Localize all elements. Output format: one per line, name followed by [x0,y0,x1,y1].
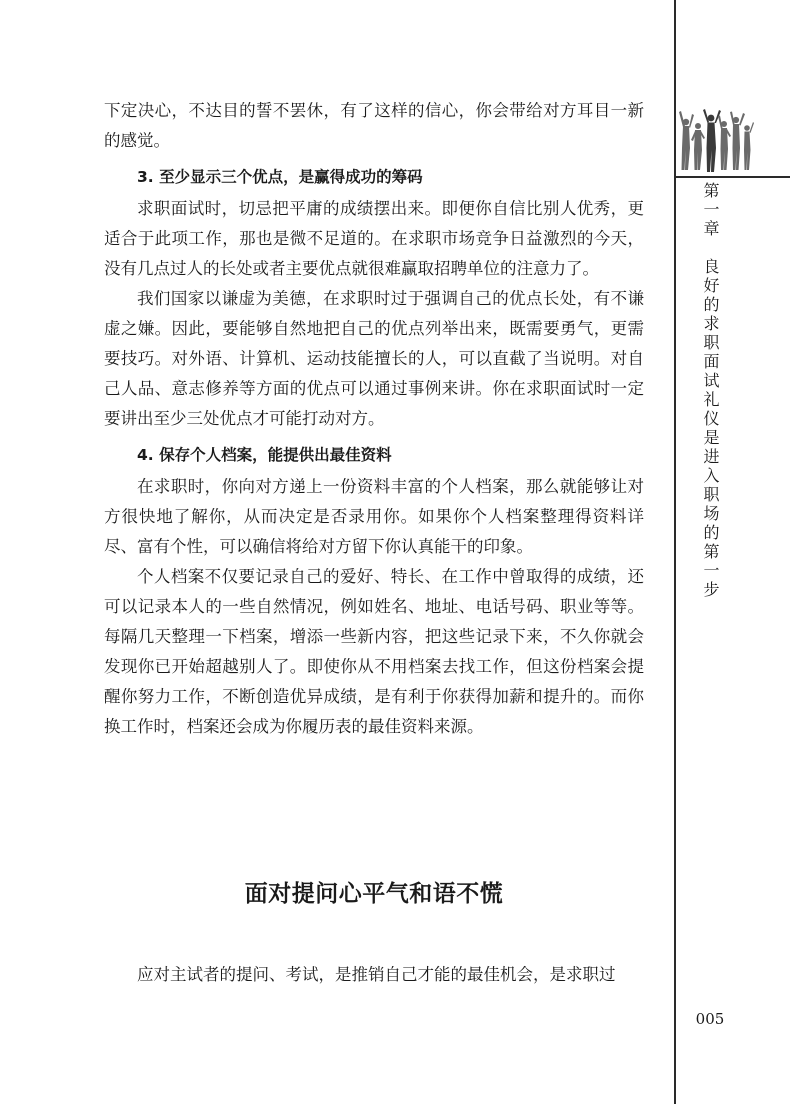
section-3-paragraph-2: 我们国家以谦虚为美德，在求职时过于强调自己的优点长处，有不谦虚之嫌。因此，要能够自然地把自己的优点列举出来，既需要勇气，更需要技巧。对外语、计算机、运动技能擅长的人，可以直截了当说明。对自己人品、意志修养等方面的优点可以通过事例来讲。你在求职面试时一定要讲出至少三处优点才可能打动对方。 [104,289,644,428]
main-text-column [104,96,644,742]
new-section-body [104,960,644,990]
section-3-paragraph-1: 求职面试时，切忌把平庸的成绩摆出来。即便你自信比别人优秀，更适合于此项工作，那也是微不足道的。在求职市场竞争日益激烈的今天，没有几点过人的长处或者主要优点就很难赢取招聘单位的注意力了。 [104,199,644,278]
new-section-title: 面对提问心平气和语不慌 [244,881,504,907]
chapter-title-vertical: 第一章 良好的求职面试礼仪是进入职场的第一步 [701,182,720,600]
section-3-heading: 3. 至少显示三个优点，是赢得成功的筹码 [137,168,423,186]
section-4-paragraph-1: 在求职时，你向对方递上一份资料丰富的个人档案，那么就能够让对方很快地了解你，从而决定是否录用你。如果你个人档案整理得资料详尽、富有个性，可以确信将给对方留下你认真能干的印象。 [104,477,644,556]
section-4-heading: 4. 保存个人档案，能提供出最佳资料 [137,446,392,464]
sidebar-horizontal-rule [674,176,790,178]
page-number: 005 [695,1010,725,1028]
section-4-paragraph-2: 个人档案不仅要记录自己的爱好、特长、在工作中曾取得的成绩，还可以记录本人的一些自然情况，例如姓名、地址、电话号码、职业等等。每隔几天整理一下档案，增添一些新内容，把这些记录下来，不久你就会发现你已开始超越别人了。即使你从不用档案去找工作，但这份档案会提醒你努力工作，不断创造优异成绩，是有利于你获得加薪和提升的。而你换工作时，档案还会成为你履历表的最佳资料来源。 [104,567,644,736]
intro-paragraph: 下定决心，不达目的誓不罢休，有了这样的信心，你会带给对方耳目一新的感觉。 [104,101,644,150]
sidebar-vertical-rule [674,0,676,1104]
cheering-people-silhouette-icon [678,108,754,174]
new-section-paragraph: 应对主试者的提问、考试，是推销自己才能的最佳机会，是求职过 [137,965,616,984]
